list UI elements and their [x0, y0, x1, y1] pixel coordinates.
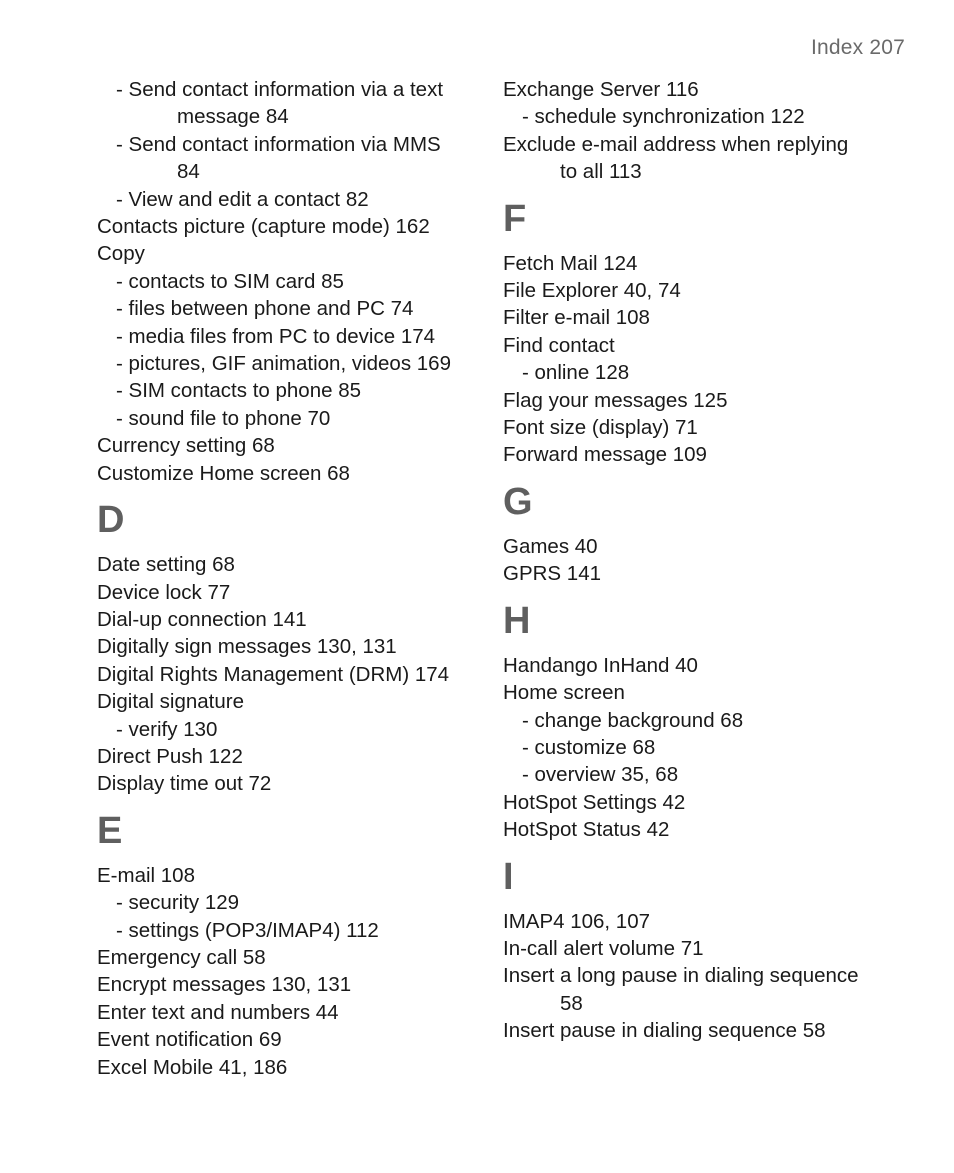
- index-entry: Handango InHand 40: [503, 653, 698, 677]
- index-entry: Find contact: [503, 333, 615, 357]
- index-entry: File Explorer 40, 74: [503, 279, 681, 303]
- index-entry: IMAP4 106, 107: [503, 909, 651, 933]
- index-entry: Contacts picture (capture mode) 162: [97, 215, 430, 239]
- index-entry: Encrypt messages 130, 131: [97, 973, 352, 997]
- index-subentry: - schedule synchronization 122: [522, 105, 805, 129]
- index-entry: Display time out 72: [97, 772, 272, 796]
- index-entry: E-mail 108: [97, 863, 195, 887]
- index-entry: Digitally sign messages 130, 131: [97, 635, 397, 659]
- index-subentry: message 84: [177, 105, 289, 129]
- index-entry: HotSpot Settings 42: [503, 790, 686, 814]
- index-subentry: - files between phone and PC 74: [116, 297, 414, 321]
- index-entry: Font size (display) 71: [503, 416, 698, 440]
- index-subentry: - contacts to SIM card 85: [116, 269, 344, 293]
- index-entry: Enter text and numbers 44: [97, 1000, 339, 1024]
- index-entry: Home screen: [503, 681, 625, 705]
- index-entry: GPRS 141: [503, 562, 601, 586]
- index-subentry: - pictures, GIF animation, videos 169: [116, 352, 451, 376]
- index-entry: HotSpot Status 42: [503, 818, 670, 842]
- index-entry: Copy: [97, 242, 145, 266]
- index-subentry: - online 128: [522, 361, 630, 385]
- index-entry: Flag your messages 125: [503, 388, 728, 412]
- section-letter-d: D: [97, 499, 125, 542]
- index-subentry: - sound file to phone 70: [116, 406, 331, 430]
- index-entry: Emergency call 58: [97, 945, 266, 969]
- section-letter-g: G: [503, 480, 533, 523]
- index-entry: Digital Rights Management (DRM) 174: [97, 662, 450, 686]
- index-subentry: - settings (POP3/IMAP4) 112: [116, 918, 379, 942]
- index-entry: Fetch Mail 124: [503, 251, 638, 275]
- running-head: Index 207: [810, 36, 905, 59]
- index-entry: Exchange Server 116: [503, 78, 699, 101]
- index-subentry: - SIM contacts to phone 85: [116, 379, 361, 403]
- index-entry: Event notification 69: [97, 1028, 282, 1052]
- index-subentry: - Send contact information via MMS: [116, 132, 441, 156]
- index-subentry: - overview 35, 68: [522, 763, 679, 787]
- index-column-left: [97, 76, 497, 1081]
- index-entry-continuation: to all 113: [560, 160, 642, 184]
- index-entry: Digital signature: [97, 690, 244, 714]
- index-subentry: - media files from PC to device 174: [116, 324, 436, 348]
- index-subentry: - customize 68: [522, 735, 656, 759]
- index-entry: Insert a long pause in dialing sequence: [503, 964, 859, 988]
- index-entry: Date setting 68: [97, 553, 235, 577]
- index-subentry: - verify 130: [116, 717, 218, 741]
- index-entry: Currency setting 68: [97, 434, 275, 458]
- section-letter-e: E: [97, 809, 123, 852]
- index-column-right: [503, 76, 913, 1045]
- index-entry: Excel Mobile 41, 186: [97, 1055, 288, 1079]
- index-entry-continuation: 58: [560, 991, 583, 1015]
- section-letter-i: I: [503, 855, 514, 898]
- index-entry: Filter e-mail 108: [503, 306, 650, 330]
- index-entry: Insert pause in dialing sequence 58: [503, 1019, 826, 1043]
- index-subentry: - View and edit a contact 82: [116, 187, 369, 211]
- index-entry: Dial-up connection 141: [97, 607, 307, 631]
- index-subentry: - change background 68: [522, 708, 744, 732]
- index-entry: Forward message 109: [503, 443, 707, 467]
- section-letter-f: F: [503, 197, 527, 240]
- index-entry: Customize Home screen 68: [97, 461, 350, 485]
- section-letter-h: H: [503, 599, 531, 642]
- index-entry: Device lock 77: [97, 580, 231, 604]
- index-subentry: 84: [177, 160, 200, 184]
- index-subentry: - security 129: [116, 891, 240, 915]
- index-subentry: - Send contact information via a text: [116, 78, 444, 101]
- index-entry: In-call alert volume 71: [503, 936, 704, 960]
- index-entry: Games 40: [503, 534, 598, 558]
- index-entry: Direct Push 122: [97, 744, 243, 768]
- index-entry: Exclude e-mail address when replying: [503, 132, 849, 156]
